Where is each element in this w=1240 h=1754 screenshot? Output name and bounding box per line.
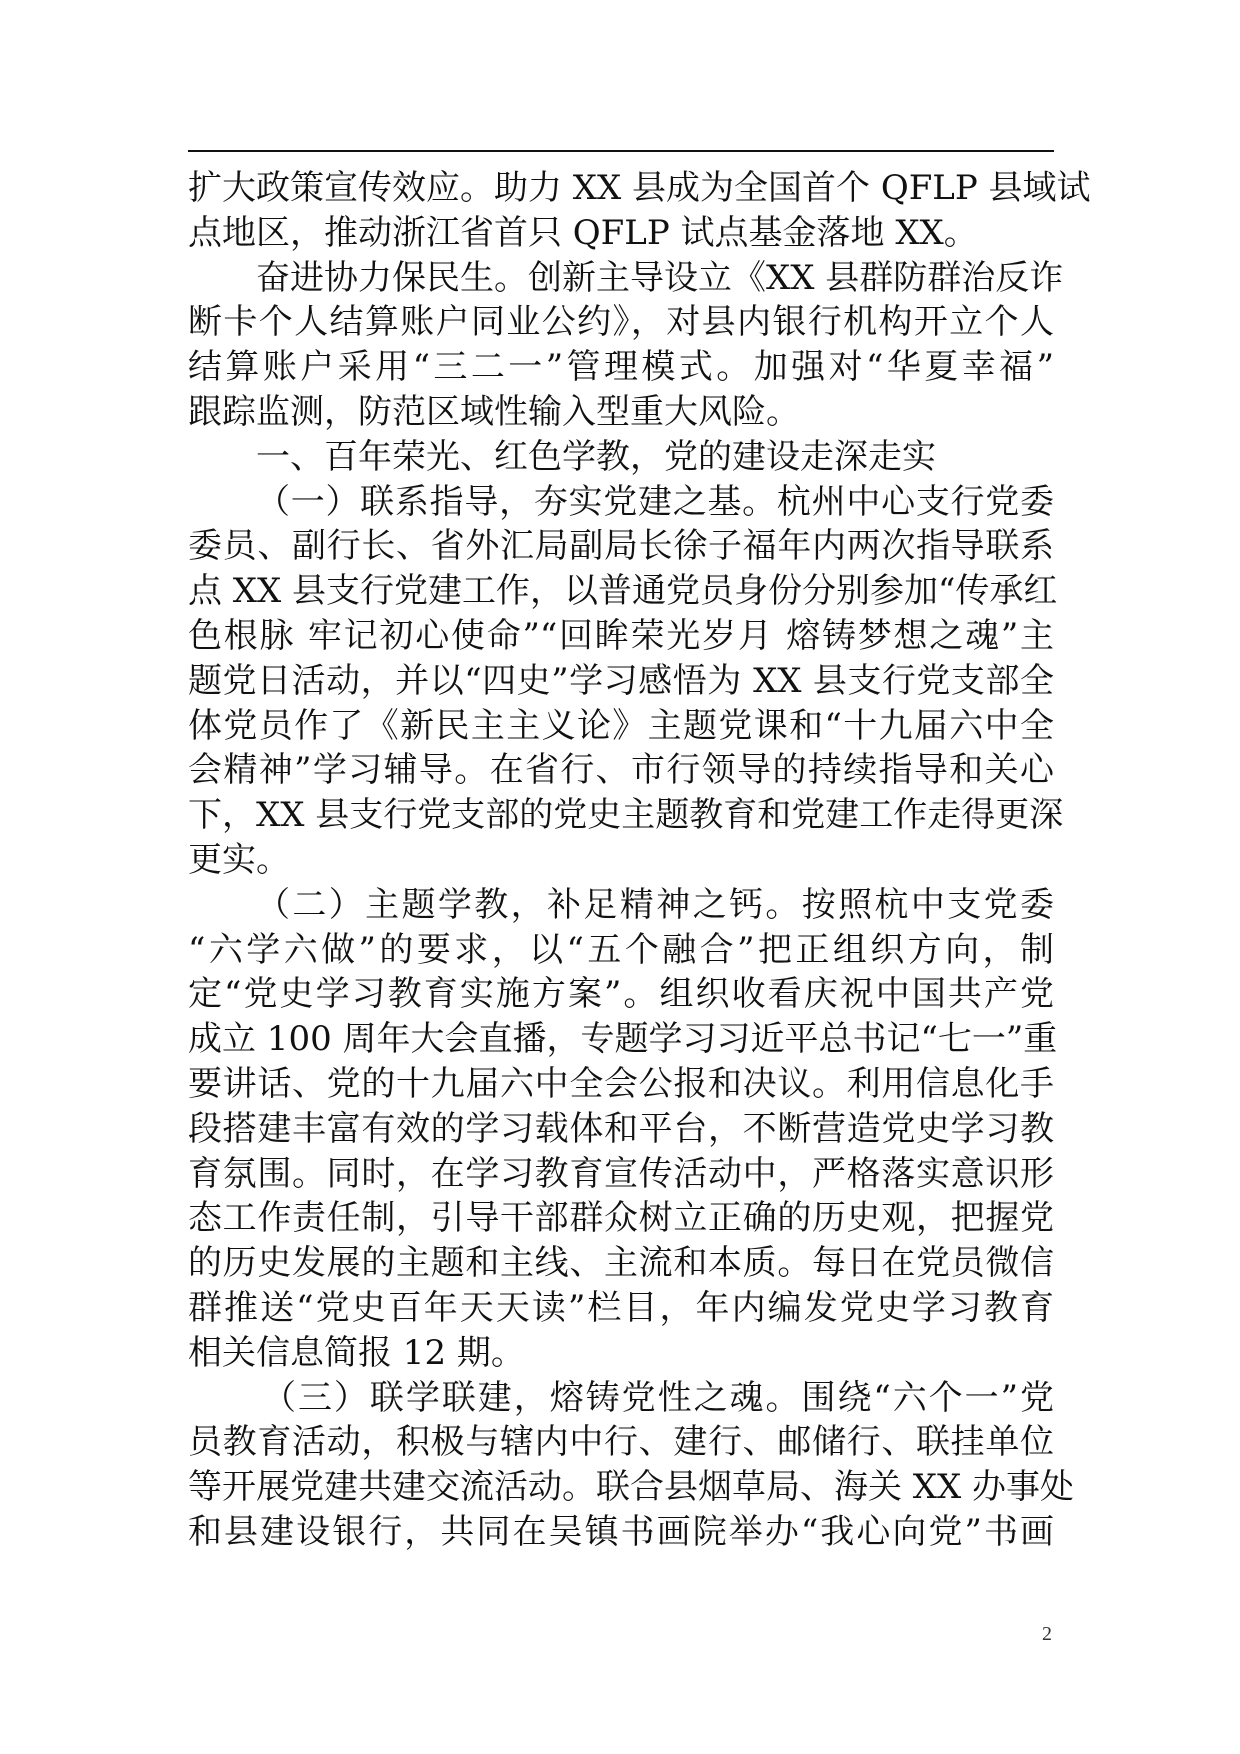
text-line: 断卡个人结算账户同业公约》，对县内银行机构开立个人 (188, 302, 1054, 343)
text-line: 定“党史学习教育实施方案”。组织收看庆祝中国共产党 (188, 974, 1054, 1015)
text-line: 结算账户采用“三二一”管理模式。加强对“华夏幸福” (188, 347, 1054, 388)
text-line: 要讲话、党的十九届六中全会公报和决议。利用信息化手 (188, 1063, 1054, 1104)
section-heading (188, 435, 1054, 480)
text-line: 育氛围。同时，在学习教育宣传活动中，严格落实意识形 (188, 1153, 1054, 1194)
paragraph (188, 166, 1091, 256)
text-line: （一）联系指导，夯实党建之基。杭州中心支行党委 (256, 481, 1054, 522)
paragraph (188, 256, 1064, 435)
text-line: 相关信息简报 12 期。 (188, 1332, 525, 1373)
text-line: “六学六做”的要求，以“五个融合”把正组织方向，制 (188, 929, 1054, 970)
text-line: 下，XX 县支行党支部的党史主题教育和党建工作走得更深 (188, 795, 1064, 836)
page-number: 2 (1042, 1623, 1052, 1645)
text-line: 一、百年荣光、红色学教，党的建设走深走实 (256, 436, 936, 477)
text-line: 等开展党建共建交流活动。联合县烟草局、海关 XX 办事处 (188, 1467, 1075, 1508)
text-line: 点 XX 县支行党建工作，以普通党员身份分别参加“传承红 (188, 571, 1058, 612)
text-line: 奋进协力保民生。创新主导设立《XX 县群防群治反诈 (256, 257, 1064, 298)
text-line: 题党日活动，并以“四史”学习感悟为 XX 县支行党支部全 (188, 660, 1054, 701)
text-line: 扩大政策宣传效应。助力 XX 县成为全国首个 QFLP 县域试 (188, 168, 1091, 208)
text-line: 委员、副行长、省外汇局副局长徐子福年内两次指导联系 (188, 526, 1054, 567)
text-line: （二）主题学教，补足精神之钙。按照杭中支党委 (256, 884, 1054, 925)
text-line: 态工作责任制，引导干部群众树立正确的历史观，把握党 (188, 1198, 1054, 1239)
text-line: 点地区，推动浙江省首只 QFLP 试点基金落地 XX。 (188, 212, 978, 253)
paragraph (188, 883, 1058, 1376)
document-body (188, 166, 1091, 1555)
text-line: 和县建设银行，共同在吴镇书画院举办“我心向党”书画 (188, 1511, 1054, 1552)
header-rule (188, 150, 1054, 152)
paragraph (188, 1376, 1075, 1555)
text-line: 跟踪监测，防范区域性输入型重大风险。 (188, 391, 800, 432)
text-line: 的历史发展的主题和主线、主流和本质。每日在党员微信 (188, 1243, 1054, 1284)
text-line: 会精神”学习辅导。在省行、市行领导的持续指导和关心 (188, 750, 1054, 791)
text-line: 段搭建丰富有效的学习载体和平台，不断营造党史学习教 (188, 1108, 1054, 1149)
text-line: 成立 100 周年大会直播，专题学习习近平总书记“七一”重 (188, 1019, 1058, 1060)
text-line: 色根脉 牢记初心使命”“回眸荣光岁月 熔铸梦想之魂”主 (188, 615, 1054, 656)
paragraph (188, 480, 1064, 883)
text-line: （三）联学联建，熔铸党性之魂。围绕“六个一”党 (262, 1377, 1054, 1418)
text-line: 员教育活动，积极与辖内中行、建行、邮储行、联挂单位 (188, 1422, 1054, 1463)
text-line: 体党员作了《新民主主义论》主题党课和“十九届六中全 (188, 705, 1054, 746)
text-line: 群推送“党史百年天天读”栏目，年内编发党史学习教育 (188, 1287, 1054, 1328)
text-line: 更实。 (188, 839, 290, 880)
